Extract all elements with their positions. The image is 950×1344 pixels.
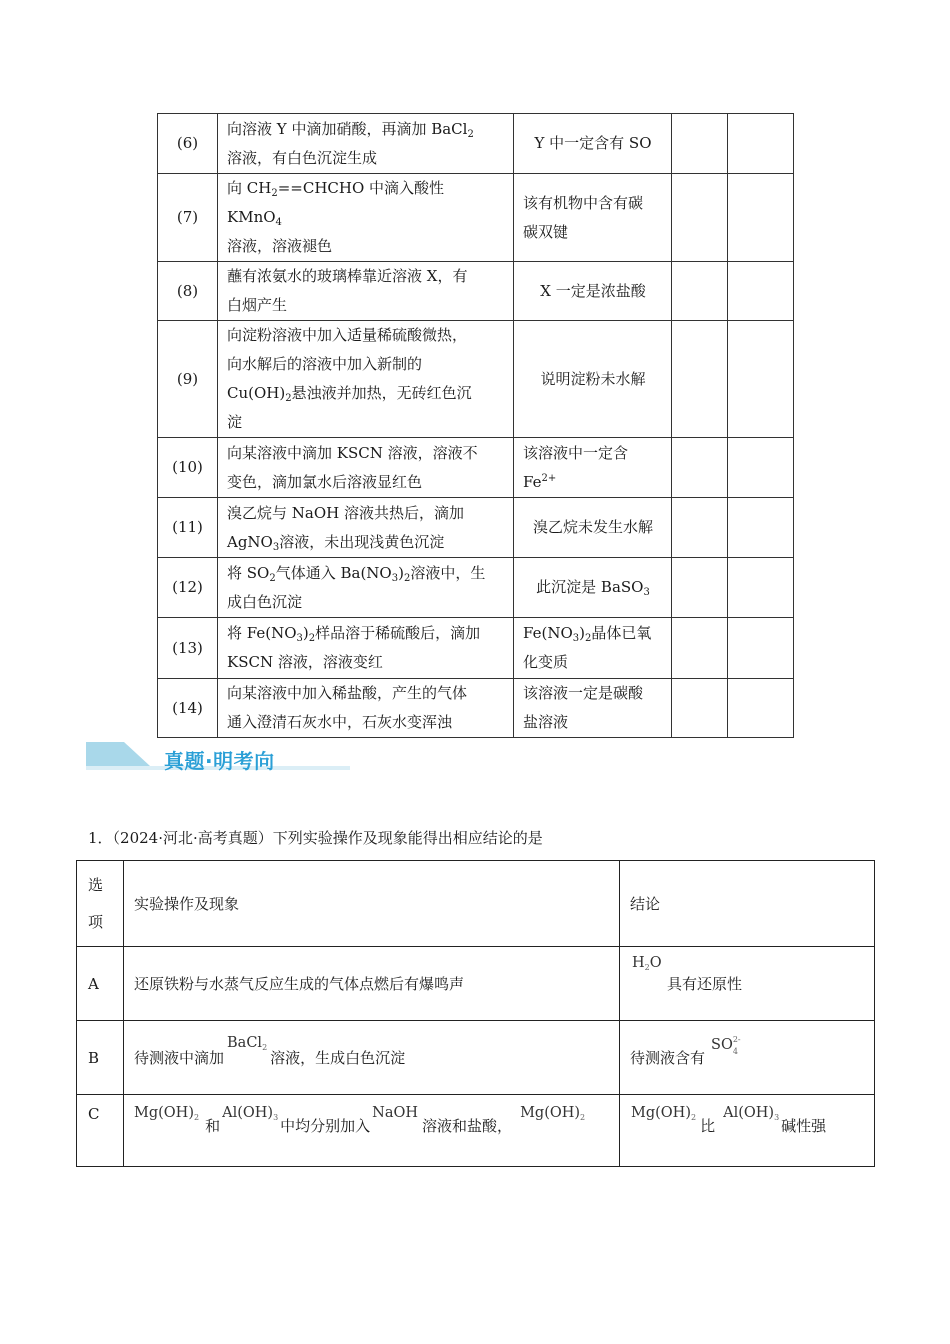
row-number: (12) [158, 558, 218, 618]
formula: $Mg(OH)_2$ [134, 1105, 200, 1122]
option-row-b[interactable] [77, 1021, 875, 1095]
table-row [158, 262, 794, 321]
option-letter: B [77, 1021, 124, 1095]
reason-cell[interactable] [728, 618, 794, 679]
reason-cell[interactable] [728, 262, 794, 321]
conclusion-cell: Y 中一定含有 SO [514, 114, 672, 174]
option-letter: A [77, 947, 124, 1021]
operation-cell: 向某溶液中加入稀盐酸，产生的气体 通入澄清石灰水中，石灰水变浑浊 [218, 679, 514, 738]
operation-cell: 溴乙烷与 NaOH 溶液共热后，滴加 AgNO$_3$溶液，未出现浅黄色沉淀 [218, 498, 514, 558]
judgement-cell[interactable] [672, 174, 728, 262]
formula: BaCl$_2$ [227, 1035, 268, 1052]
table-row [158, 618, 794, 679]
reason-cell[interactable] [728, 174, 794, 262]
operation-cell: 将 $SO_2$气体通入 $Ba(NO_3)_2$溶液中，生 成白色沉淀 [218, 558, 514, 618]
formula: NaOH [372, 1105, 419, 1121]
judgement-cell[interactable] [672, 498, 728, 558]
row-number: (14) [158, 679, 218, 738]
judgement-cell[interactable] [672, 438, 728, 498]
operation-cell: $Mg(OH)_2$ 和$Al(OH)_3$ 中均分别加入NaOH溶液和盐酸，$Mg(OH)_2$ [124, 1095, 620, 1167]
answer-options-table [76, 860, 875, 1167]
judgement-cell[interactable] [672, 321, 728, 438]
row-number: (11) [158, 498, 218, 558]
reason-cell[interactable] [728, 679, 794, 738]
table-row [158, 438, 794, 498]
reason-cell[interactable] [728, 498, 794, 558]
judgement-cell[interactable] [672, 558, 728, 618]
header-option: 选 项 [77, 861, 124, 947]
operation-cell: 将 $Fe(NO_3)_2$样品溶于稀硫酸后，滴加 KSCN 溶液，溶液变红 [218, 618, 514, 679]
conclusion-cell: 此沉淀是 BaSO$_3$ [514, 558, 672, 618]
table-row [158, 558, 794, 618]
row-number: (6) [158, 114, 218, 174]
section-title: 真题·明考向 [164, 749, 275, 773]
operation-cell: 向溶液 Y 中滴加硝酸，再滴加 BaCl$_2$ 溶液，有白色沉淀生成 [218, 114, 514, 174]
header-operation: 实验操作及现象 [124, 861, 620, 947]
header-conclusion: 结论 [620, 861, 875, 947]
operation-cell: 向淀粉溶液中加入适量稀硫酸微热， 向水解后的溶液中加入新制的 $Cu(OH)_2$悬浊液并加热，无砖红色沉 淀 [218, 321, 514, 438]
row-number: (9) [158, 321, 218, 438]
table-row [158, 321, 794, 438]
table-row [158, 174, 794, 262]
formula: $Al(OH)_3$ [222, 1105, 279, 1122]
formula: SO 2- 4 [711, 1035, 741, 1056]
conclusion-cell: 该有机物中含有碳 碳双键 [514, 174, 672, 262]
question-stem: 1．（2024·河北·高考真题）下列实验操作及现象能得出相应结论的是 [88, 829, 543, 847]
conclusion-cell: 溴乙烷未发生水解 [514, 498, 672, 558]
conclusion-cell: $Mg(OH)_2$ 比$Al(OH)_3$ 碱性强 [620, 1095, 875, 1167]
reason-cell[interactable] [728, 321, 794, 438]
reason-cell[interactable] [728, 114, 794, 174]
conclusion-cell: 该溶液中一定含 $Fe^{2+}$ [514, 438, 672, 498]
operation-cell: 向 $CH_2==CHCHO$ 中滴入酸性 KMnO$_4$ 溶液，溶液褪色 [218, 174, 514, 262]
conclusion-cell: X 一定是浓盐酸 [514, 262, 672, 321]
operation-cell: 待测液中滴加BaCl$_2$溶液，生成白色沉淀 [124, 1021, 620, 1095]
operation-cell: 蘸有浓氨水的玻璃棒靠近溶液 X，有 白烟产生 [218, 262, 514, 321]
conclusion-cell: 待测液含有SO 2- 4 [620, 1021, 875, 1095]
judgement-cell[interactable] [672, 114, 728, 174]
conclusion-cell: 说明淀粉未水解 [514, 321, 672, 438]
row-number: (13) [158, 618, 218, 679]
judgement-cell[interactable] [672, 262, 728, 321]
conclusion-cell: $Fe(NO_3)_2$晶体已氧 化变质 [514, 618, 672, 679]
formula: $Mg(OH)_2$ [520, 1105, 586, 1122]
row-number: (10) [158, 438, 218, 498]
table-row [158, 679, 794, 738]
row-number: (8) [158, 262, 218, 321]
formula: $Mg(OH)_2$ [631, 1105, 697, 1122]
conclusion-cell: 该溶液一定是碳酸 盐溶液 [514, 679, 672, 738]
judgement-cell[interactable] [672, 618, 728, 679]
reason-cell[interactable] [728, 438, 794, 498]
formula: $H_2O$ [632, 955, 662, 972]
table-row [158, 114, 794, 174]
table-header-row [77, 861, 875, 947]
judgement-cell[interactable] [672, 679, 728, 738]
option-row-c[interactable] [77, 1095, 875, 1167]
option-row-a[interactable] [77, 947, 875, 1021]
formula: $Al(OH)_3$ [723, 1105, 780, 1122]
option-letter: C [77, 1095, 124, 1167]
reason-cell[interactable] [728, 558, 794, 618]
operation-cell: 还原铁粉与水蒸气反应生成的气体点燃后有爆鸣声 [124, 947, 620, 1021]
upper-experiment-table [157, 113, 794, 738]
operation-cell: 向某溶液中滴加 KSCN 溶液，溶液不 变色，滴加氯水后溶液显红色 [218, 438, 514, 498]
table-row [158, 498, 794, 558]
row-number: (7) [158, 174, 218, 262]
conclusion-cell: $H_2O$ 具有还原性 [620, 947, 875, 1021]
